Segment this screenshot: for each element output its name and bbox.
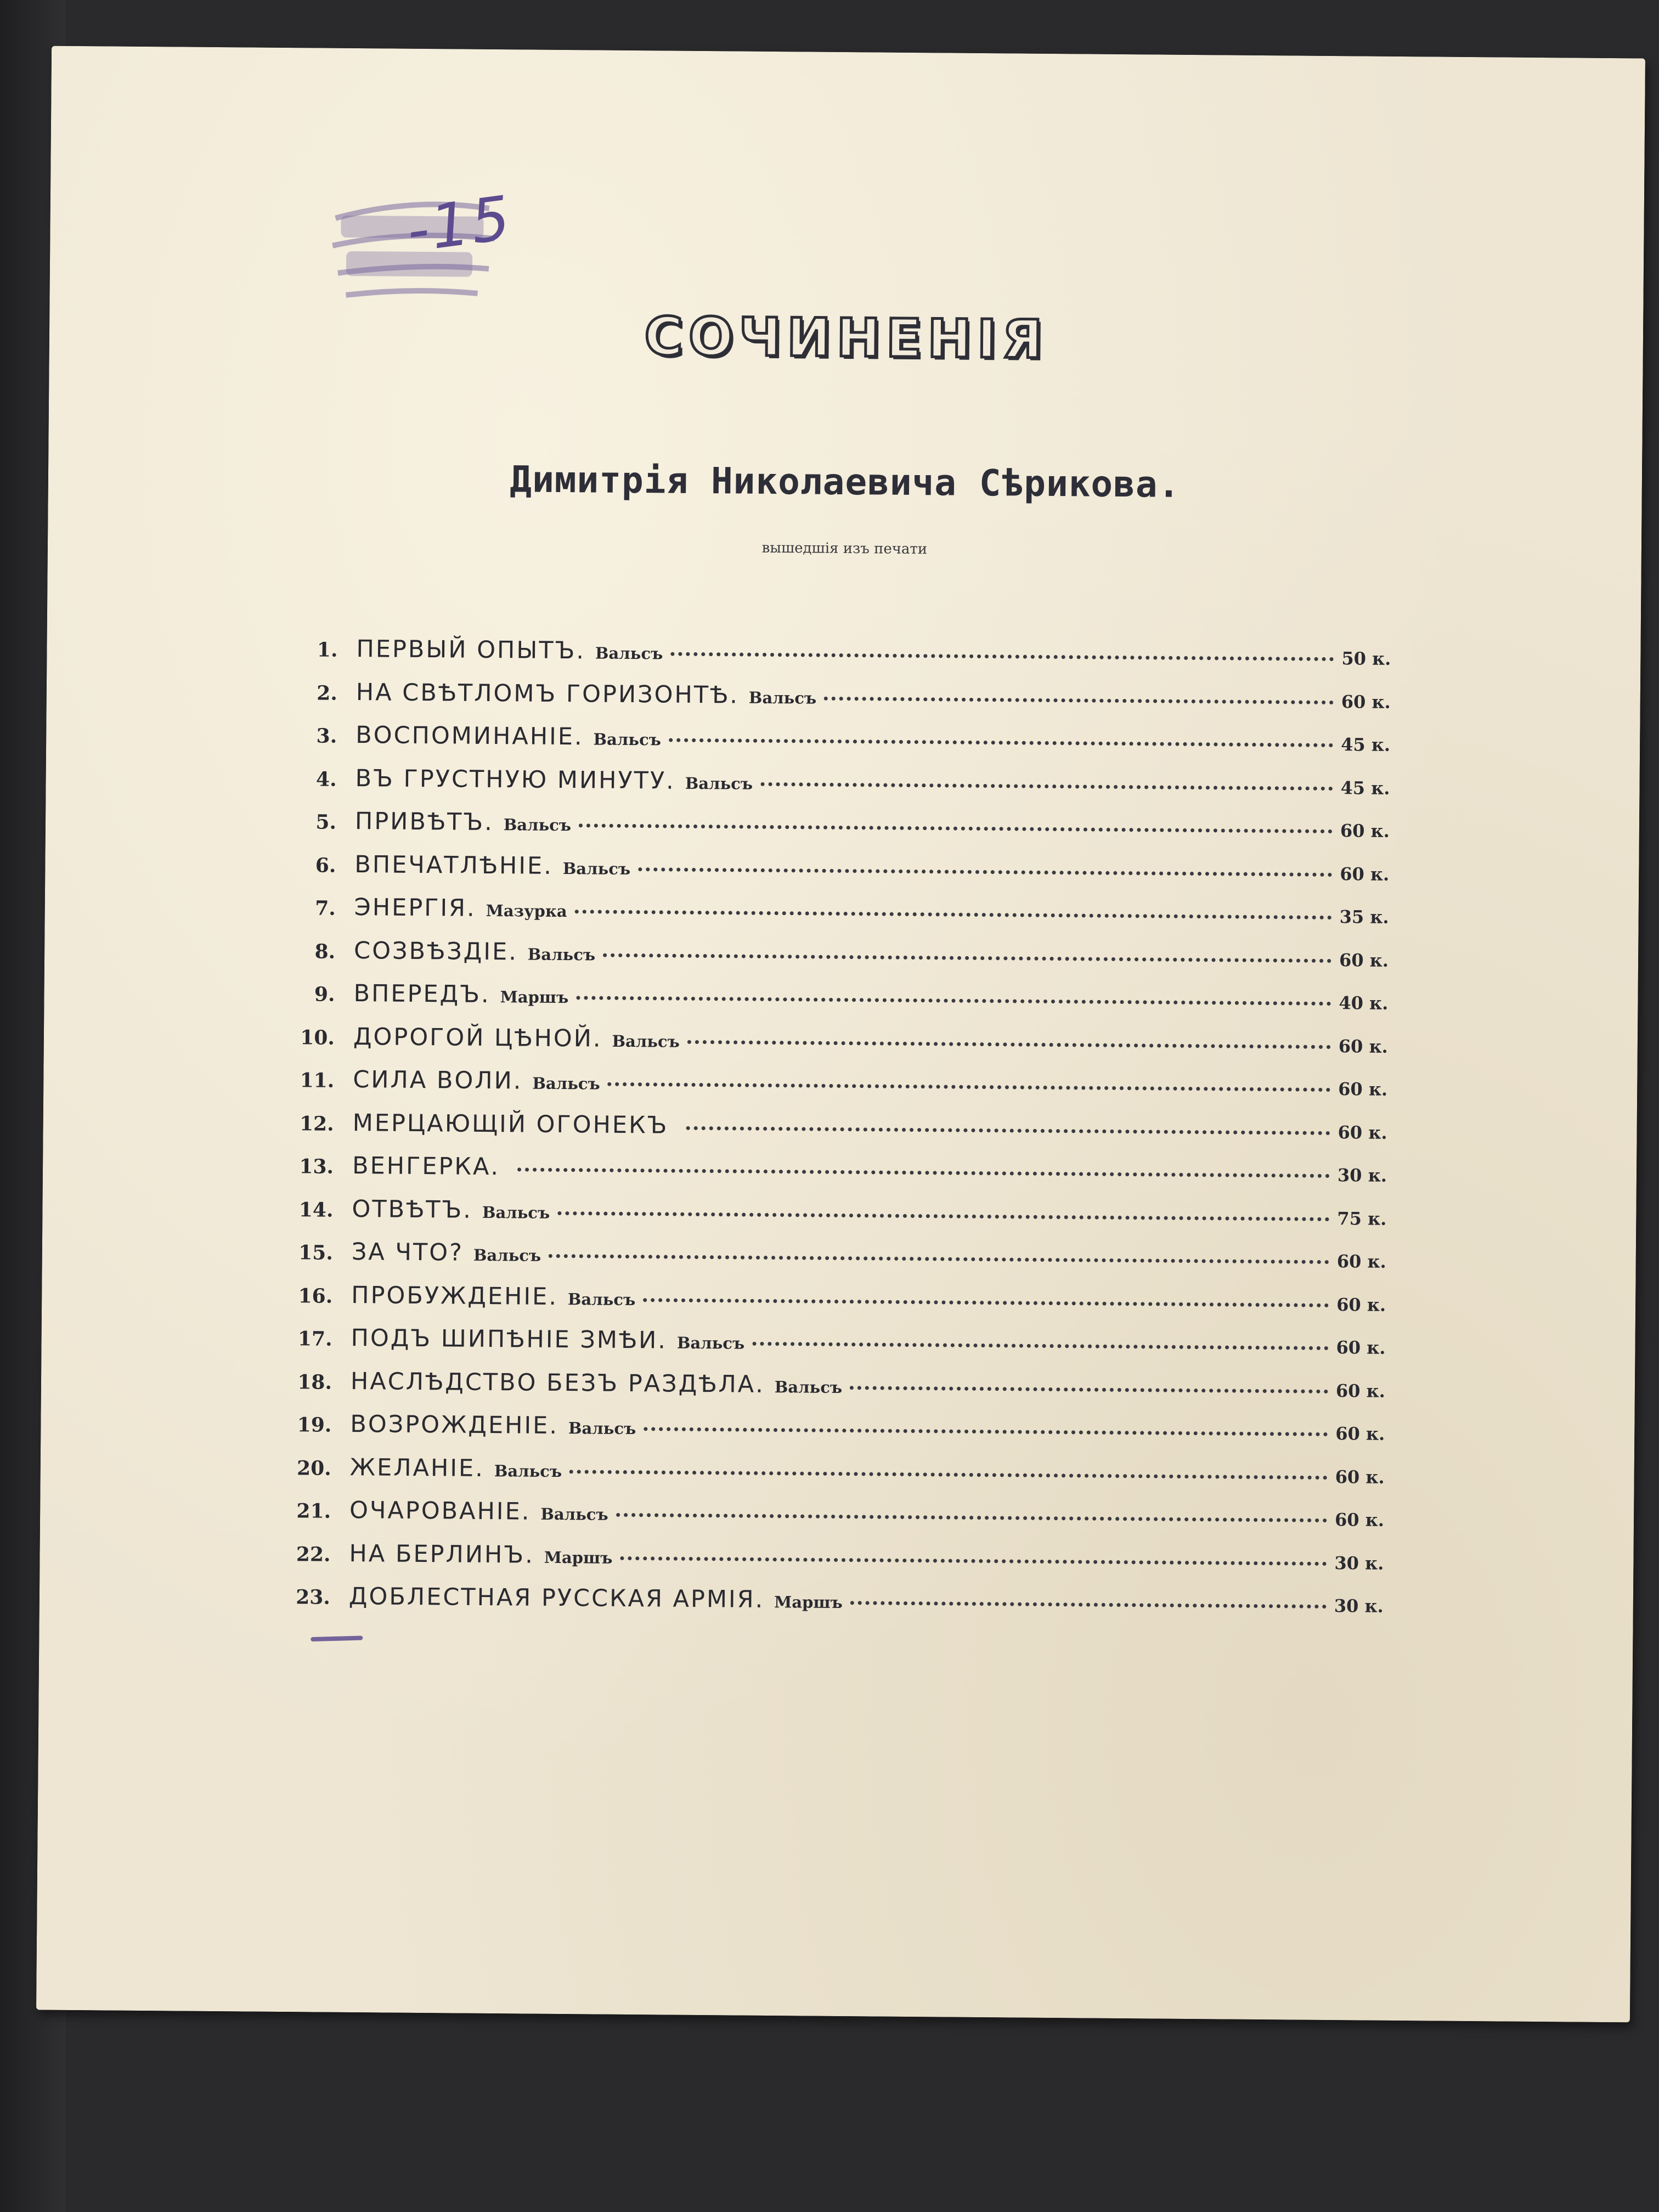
work-price: 45 к. (1340, 777, 1390, 799)
work-genre: Вальсъ (540, 1504, 608, 1524)
dot-leader (687, 1040, 1331, 1048)
handwritten-price-note: -15 (402, 182, 516, 266)
work-price: 40 к. (1339, 992, 1389, 1014)
work-price: 60 к. (1340, 820, 1390, 842)
work-price: 60 к. (1338, 1121, 1387, 1143)
dot-leader (752, 1342, 1328, 1350)
work-title: ЗА ЧТО? (351, 1238, 464, 1267)
work-genre: Вальсъ (567, 1289, 636, 1309)
dot-leader (669, 738, 1333, 748)
work-title: ВОСПОМИНАНІЕ. (356, 721, 584, 751)
pen-underline-mark (311, 1636, 363, 1642)
dot-leader (608, 1082, 1331, 1092)
work-title: СИЛА ВОЛИ. (353, 1066, 523, 1095)
work-genre: Маршъ (544, 1548, 613, 1567)
works-list (264, 635, 1408, 1634)
work-number: 21. (296, 1499, 331, 1523)
work-number: 8. (314, 939, 336, 963)
work-number: 13. (299, 1155, 334, 1178)
work-number: 4. (315, 767, 337, 791)
work-price: 60 к. (1339, 949, 1389, 971)
dot-leader (760, 782, 1333, 790)
published-note: вышедшія изъ печати (761, 539, 928, 558)
work-number: 10. (300, 1025, 335, 1049)
dot-leader (557, 1211, 1329, 1221)
page-title: СОЧИНЕНІЯ (644, 306, 1048, 370)
work-genre: Маршъ (774, 1593, 843, 1612)
work-price: 60 к. (1340, 863, 1390, 885)
dot-leader (850, 1601, 1327, 1609)
work-price: 30 к. (1337, 1165, 1387, 1186)
work-number: 20. (296, 1456, 331, 1480)
work-title: ЖЕЛАНІЕ. (349, 1453, 485, 1482)
work-genre: Вальсъ (532, 1074, 600, 1093)
work-price: 60 к. (1336, 1337, 1386, 1358)
work-title: ВПЕЧАТЛѢНІЕ. (354, 850, 554, 880)
work-title: ПРИВѢТЪ. (354, 808, 494, 837)
work-title: ПРОБУЖДЕНІЕ. (351, 1281, 558, 1311)
work-genre: Вальсъ (568, 1419, 636, 1438)
work-title: СОЗВѢЗДІЕ. (353, 936, 518, 966)
work-number: 17. (297, 1327, 332, 1351)
work-genre: Вальсъ (612, 1031, 680, 1051)
work-title: ЭНЕРГІЯ. (354, 894, 476, 922)
composer-name: Димитрія Николаевича Сѣрикова. (510, 458, 1181, 506)
work-title: ДОБЛЕСТНАЯ РУССКАЯ АРМІЯ. (348, 1582, 765, 1613)
work-title: ДОРОГОЙ ЦѢНОЙ. (353, 1023, 602, 1053)
work-genre: Маршъ (500, 988, 569, 1007)
work-price: 60 к. (1335, 1466, 1385, 1488)
work-title: ВЪ ГРУСТНУЮ МИНУТУ. (355, 764, 676, 795)
work-genre: Мазурка (486, 901, 567, 921)
work-price: 60 к. (1336, 1251, 1386, 1272)
work-price: 60 к. (1338, 1079, 1388, 1100)
work-number: 18. (297, 1370, 332, 1394)
work-title: ПОДЪ ШИПѢНІЕ ЗМѢИ. (351, 1324, 668, 1355)
work-number: 3. (316, 724, 337, 748)
work-number: 15. (298, 1241, 334, 1265)
dot-leader (576, 996, 1331, 1006)
work-price: 50 к. (1341, 648, 1391, 669)
work-price: 35 к. (1339, 906, 1389, 928)
work-title: МЕРЦАЮЩІЙ ОГОНЕКЪ (352, 1109, 669, 1139)
dot-leader (575, 910, 1332, 919)
work-number: 9. (314, 983, 335, 1006)
work-title: НАСЛѢДСТВО БЕЗЪ РАЗДѢЛА. (350, 1367, 765, 1398)
dot-leader (824, 696, 1334, 704)
dot-leader (549, 1254, 1329, 1264)
work-price: 30 к. (1334, 1595, 1384, 1617)
dot-leader (616, 1513, 1327, 1522)
dot-leader (686, 1126, 1330, 1135)
dot-leader (670, 652, 1334, 661)
work-title: НА СВѢТЛОМЪ ГОРИЗОНТѢ. (356, 678, 740, 709)
work-price: 45 к. (1341, 734, 1391, 755)
work-genre: Вальсъ (676, 1333, 745, 1353)
work-price: 60 к. (1338, 1035, 1388, 1057)
dot-leader (579, 823, 1333, 833)
work-number: 2. (317, 681, 338, 705)
work-genre: Вальсъ (774, 1377, 843, 1397)
work-number: 11. (300, 1069, 335, 1092)
work-number: 19. (297, 1413, 332, 1437)
work-genre: Вальсъ (503, 815, 572, 835)
work-price: 60 к. (1335, 1423, 1385, 1444)
dot-leader (569, 1470, 1328, 1480)
dot-leader (850, 1386, 1328, 1393)
work-title: НА БЕРЛИНЪ. (349, 1539, 535, 1569)
dot-leader (620, 1556, 1327, 1565)
work-title: ПЕРВЫЙ ОПЫТЪ. (356, 635, 586, 665)
work-price: 60 к. (1334, 1509, 1385, 1531)
work-title: ВПЕРЕДЪ. (353, 980, 490, 1008)
work-price: 75 к. (1337, 1207, 1387, 1229)
work-price: 60 к. (1336, 1294, 1386, 1316)
work-number: 23. (296, 1585, 331, 1609)
work-genre: Вальсъ (593, 730, 662, 749)
sheet-music-cover (36, 46, 1645, 2023)
work-title: ВЕНГЕРКА. (352, 1152, 500, 1181)
work-genre: Вальсъ (527, 945, 596, 964)
work-price: 30 к. (1334, 1552, 1384, 1574)
work-number: 1. (317, 638, 338, 662)
work-number: 16. (298, 1284, 333, 1308)
dot-leader (603, 953, 1331, 962)
work-number: 5. (315, 810, 337, 834)
work-number: 14. (298, 1198, 334, 1222)
work-genre: Вальсъ (595, 644, 663, 663)
work-price: 60 к. (1341, 691, 1391, 713)
dot-leader (644, 1427, 1328, 1436)
work-genre: Вальсъ (494, 1461, 562, 1481)
work-genre: Вальсъ (685, 774, 753, 793)
work-number: 22. (296, 1542, 331, 1566)
work-genre: Вальсъ (748, 688, 817, 708)
work-number: 12. (299, 1111, 334, 1136)
work-number: 6. (315, 853, 336, 877)
work-title: ОЧАРОВАНІЕ. (349, 1496, 531, 1526)
work-price: 60 к. (1335, 1380, 1385, 1402)
dot-leader (638, 867, 1332, 877)
work-row (264, 1582, 1401, 1634)
work-number: 7. (315, 896, 336, 920)
dot-leader (643, 1298, 1329, 1307)
work-title: ВОЗРОЖДЕНІЕ. (350, 1410, 559, 1440)
work-genre: Вальсъ (562, 859, 631, 878)
dot-leader (517, 1167, 1330, 1178)
work-title: ОТВѢТЪ. (352, 1195, 473, 1224)
work-genre: Вальсъ (473, 1245, 541, 1265)
work-genre: Вальсъ (482, 1203, 550, 1222)
